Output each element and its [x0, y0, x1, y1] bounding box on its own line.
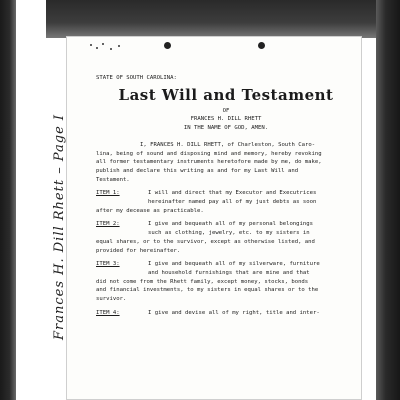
- preamble-line: Testament.: [96, 176, 130, 183]
- scan-border-top: [0, 0, 400, 38]
- scan-border-left: [0, 0, 46, 400]
- item-2: [96, 220, 356, 255]
- item-line: I give and bequeath all of my personal belongings: [148, 221, 314, 228]
- item-line: equal shares, or to the survivor, except as otherwise listed, and: [96, 238, 315, 245]
- item-line: such as clothing, jewelry, etc. to my sisters in: [148, 230, 310, 237]
- punch-hole-right: [258, 42, 265, 49]
- item-line: survivor.: [96, 296, 127, 303]
- item-label: ITEM 4:: [96, 309, 120, 316]
- item-line: did not come from the Rhett family, except money, stocks, bonds: [96, 278, 309, 285]
- title-of: OF: [222, 107, 230, 114]
- item-line: hereinafter named pay all of my just debts as soon: [148, 199, 317, 206]
- item-line: and financial investments, to my sisters in equal shares or to the: [96, 287, 319, 294]
- item-line: I give and devise all of my right, title and inter-: [148, 309, 320, 316]
- item-label: ITEM 3:: [96, 261, 120, 268]
- state-heading: STATE OF SOUTH CAROLINA:: [96, 75, 177, 81]
- preamble-line: I, FRANCES H. DILL RHETT, of Charleston, South Caro-: [140, 141, 316, 148]
- scan-specks: [88, 42, 128, 52]
- item-label: ITEM 1:: [96, 190, 120, 197]
- item-line: and household furnishings that are mine and that: [148, 269, 310, 276]
- item-1: [96, 189, 356, 215]
- preamble-line: publish and declare this writing as and for my Last Will and: [96, 167, 299, 174]
- item-line: provided for hereinafter.: [96, 247, 181, 254]
- handwritten-margin-note: Frances H. Dill Rhett – Page I: [52, 113, 67, 340]
- item-label: ITEM 2:: [96, 221, 120, 228]
- preamble: [96, 141, 356, 185]
- item-4: [96, 309, 356, 318]
- item-line: after my decease as practicable.: [96, 207, 204, 214]
- item-line: I give and bequeath all of my silverware, furniture: [148, 261, 320, 268]
- scan-border-right: [376, 0, 400, 400]
- testator-name: FRANCES H. DILL RHETT: [190, 116, 262, 123]
- preamble-line: all former testamentary instruments heretofore made by me, do make,: [96, 159, 322, 166]
- item-3: [96, 260, 356, 304]
- punch-hole-left: [164, 42, 171, 49]
- will-document: [96, 74, 356, 317]
- item-line: I will and direct that my Executor and Executrices: [148, 190, 317, 197]
- preamble-line: lina, being of sound and disposing mind and memory, hereby revoking: [96, 150, 322, 157]
- invocation: IN THE NAME OF GOD, AMEN.: [183, 125, 269, 132]
- document-title: Last Will and Testament: [118, 85, 334, 104]
